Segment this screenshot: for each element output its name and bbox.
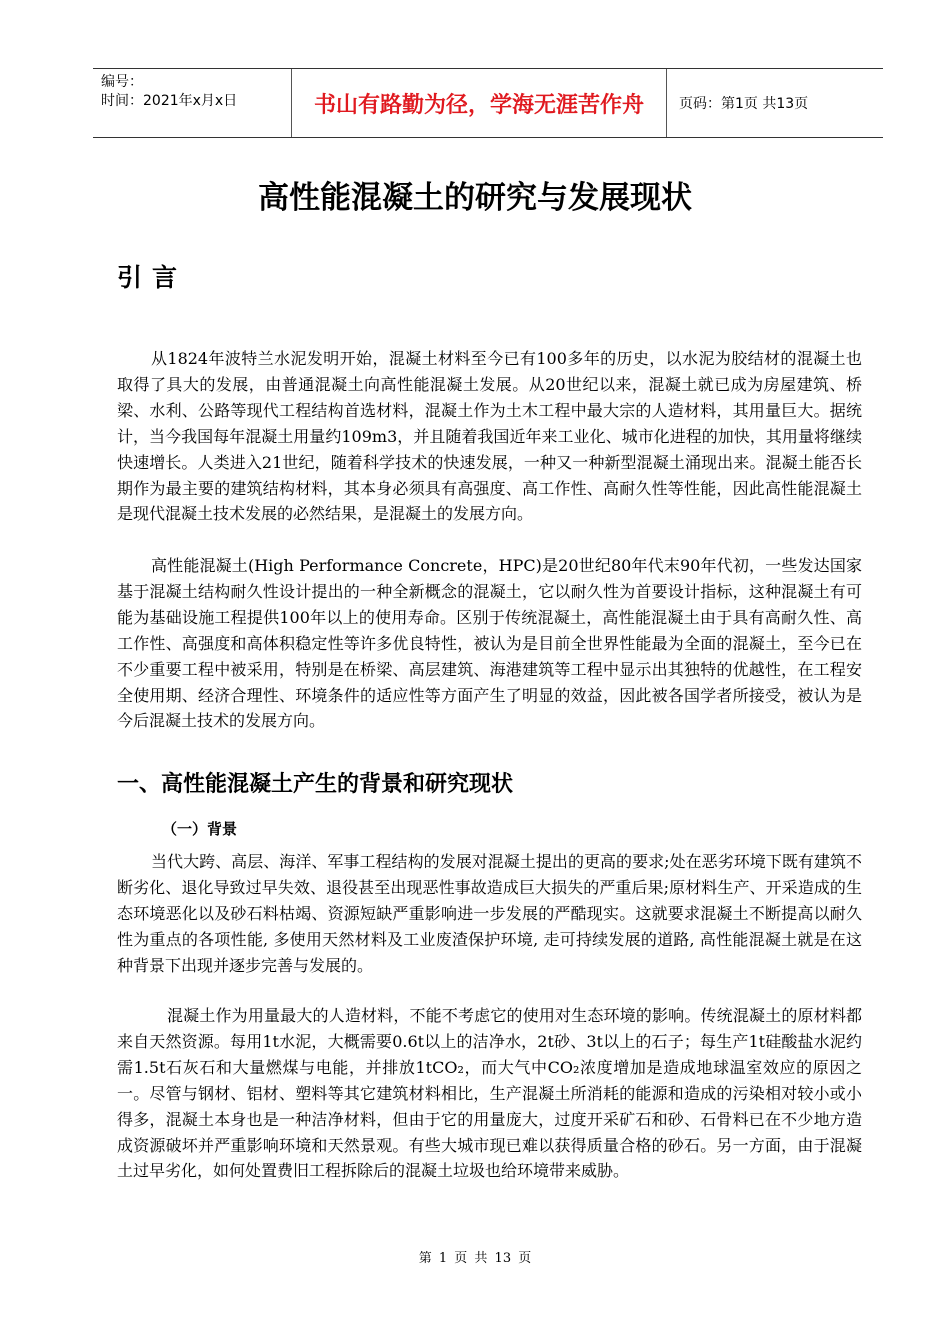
intro-paragraph-1: 从1824年波特兰水泥发明开始，混凝土材料至今已有100多年的历史，以水泥为胶结材的混凝土也取得了具大的发展，由普通混凝土向高性能混凝土发展。从20世纪以来，混凝土就已成为房屋建筑、桥梁、水利、公路等现代工程结构首选材料，混凝土作为土木工程中最大宗的人造材料，其用量巨大。据统计，当今我国每年混凝土用量约109m3，并且随着我国近年来工业化、城市化进程的加快，其用量将继续快速增长。人类进入21世纪，随着科学技术的快速发展，一种又一种新型混凝土涌现出来。混凝土能否长期作为最主要的建筑结构材料，其本身必须具有高强度、高工作性、高耐久性等性能，因此高性能混凝土是现代混凝土技术发展的必然结果，是混凝土的发展方向。: [117, 349, 862, 524]
document-header: [93, 68, 883, 138]
background-paragraph-1: 当代大跨、高层、海洋、军事工程结构的发展对混凝土提出的更高的要求;处在恶劣环境下既有建筑不断劣化、退化导致过早失效、退役甚至出现恶性事故造成巨大损失的严重后果;原材料生产、开采造成的生态环境恶化以及砂石料枯竭、资源短缺严重影响进一步发展的严酷现实。这就要求混凝土不断提高以耐久性为重点的各项性能, 多使用天然材料及工业废渣保护环境, 走可持续发展的道路, 高性能混凝土就是在这种背景下出现并逐步完善与发展的。: [117, 852, 862, 975]
page-footer: 第 1 页 共 13 页: [418, 1251, 532, 1266]
header-meta: [93, 69, 292, 137]
document-title: 高性能混凝土的研究与发展现状: [258, 180, 692, 216]
section-1-heading: 一、高性能混凝土产生的背景和研究现状: [117, 772, 514, 797]
intro-heading: 引言: [117, 263, 188, 292]
document-time-label: 时间：2021年x月x日: [101, 93, 238, 109]
header-motto: 书山有路勤为径，学海无涯苦作舟: [292, 69, 667, 137]
document-number-label: 编号：: [101, 74, 143, 90]
header-page-info: 页码：第1页 共13页: [679, 96, 809, 112]
background-paragraph-2: 混凝土作为用量最大的人造材料，不能不考虑它的使用对生态环境的影响。传统混凝土的原材料都来自天然资源。每用1t水泥，大概需要0.6t以上的洁净水，2t砂、3t以上的石子；每生产1t硅酸盐水泥约需1.5t石灰石和大量燃煤与电能，并排放1tCO₂，而大气中CO₂浓度增加是造成地球温室效应的原因之一。尽管与钢材、铝材、塑料等其它建筑材料相比，生产混凝土所消耗的能源和造成的污染相对较小或小得多，混凝土本身也是一种洁净材料，但由于它的用量庞大，过度开采矿石和砂、石骨料已在不少地方造成资源破坏并严重影响环境和天然景观。有些大城市现已难以获得质量合格的砂石。另一方面，由于混凝土过早劣化，如何处置费旧工程拆除后的混凝土垃圾也给环境带来威胁。: [117, 1006, 862, 1181]
subsection-1-heading: （一）背景: [162, 820, 238, 838]
intro-paragraph-2: 高性能混凝土(High Performance Concrete，HPC)是20世纪80年代末90年代初，一些发达国家基于混凝土结构耐久性设计提出的一种全新概念的混凝土，它以耐久性为首要设计指标，这种混凝土有可能为基础设施工程提供100年以上的使用寿命。区别于传统混凝土，高性能混凝土由于具有高耐久性、高工作性、高强度和高体积稳定性等许多优良特性，被认为是目前全世界性能最为全面的混凝土，至今已在不少重要工程中被采用，特别是在桥梁、高层建筑、海港建筑等工程中显示出其独特的优越性，在工程安全使用期、经济合理性、环境条件的适应性等方面产生了明显的效益，因此被各国学者所接受，被认为是今后混凝土技术的发展方向。: [117, 556, 862, 731]
